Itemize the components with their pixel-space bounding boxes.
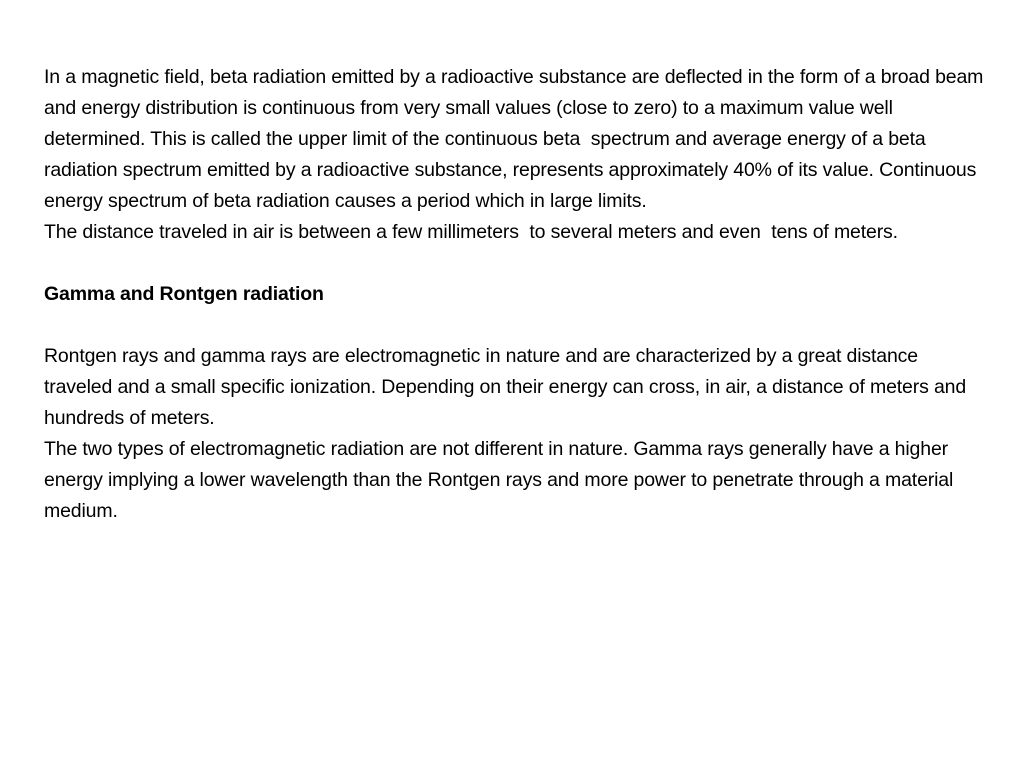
gamma-paragraph-2: The two types of electromagnetic radiation are not different in nature. Gamma rays generally have a higher energy implying a lower wavelength than the Rontgen rays and more power to penetrate through a material medium.: [44, 438, 959, 522]
beta-paragraph-2: The distance traveled in air is between a few millimeters to several meters and even tens of meters.: [44, 221, 898, 243]
gamma-paragraph-1: Rontgen rays and gamma rays are electromagnetic in nature and are characterized by a great distance traveled and a small specific ionization. Depending on their energy can cross, in air, a distance of meters and hundreds of meters.: [44, 345, 972, 429]
beta-paragraph-1: In a magnetic field, beta radiation emitted by a radioactive substance are deflected in the form of a broad beam and energy distribution is continuous from very small values (close to zero) to a maximum value well determined. This is called the upper limit of the continuous beta spectrum and average energy of a beta radiation spectrum emitted by a radioactive substance, represents approximately 40% of its value. Continuous energy spectrum of beta radiation causes a period which in large limits.: [44, 66, 989, 212]
section-heading-gamma: Gamma and Rontgen radiation: [44, 283, 324, 305]
spacer: [44, 248, 989, 279]
slide-text-body: [44, 62, 989, 527]
spacer: [44, 310, 989, 341]
